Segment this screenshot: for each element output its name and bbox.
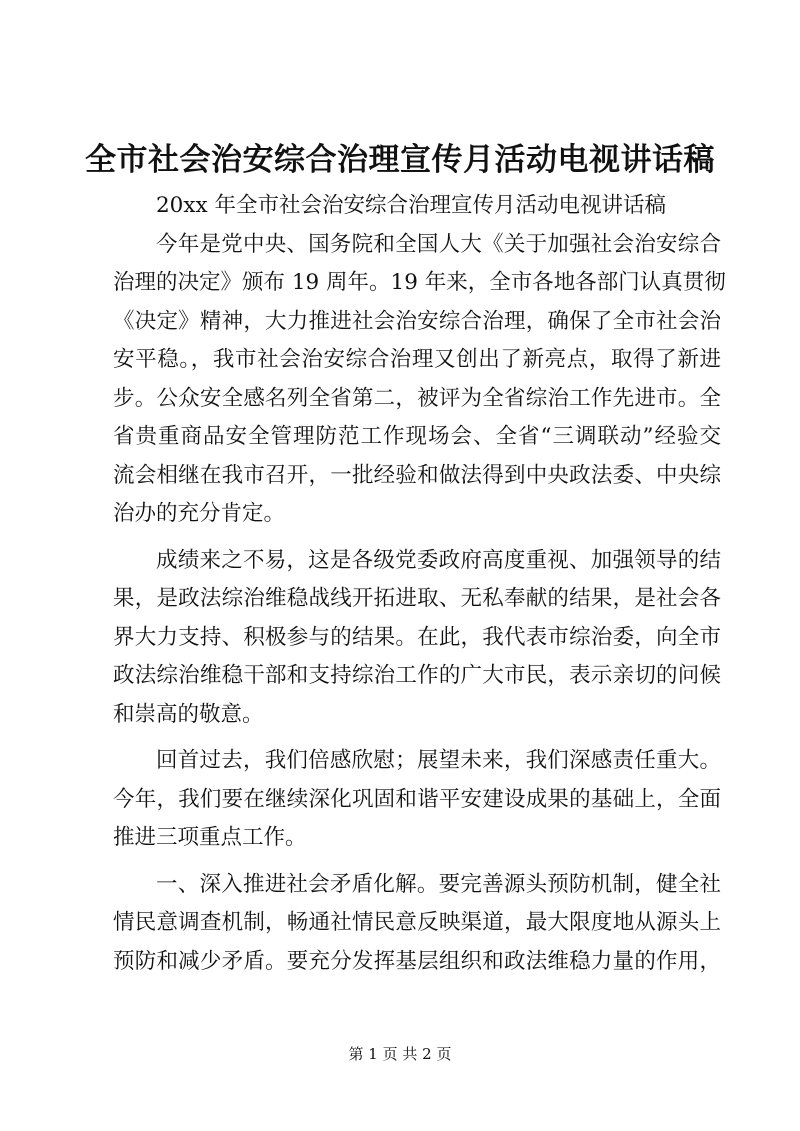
paragraph-line: 今年是党中央、国务院和全国人大《关于加强社会治安综合 (156, 231, 721, 257)
paragraph-line: 今年，我们要在继续深化巩固和谐平安建设成果的基础上，全面 (113, 786, 721, 812)
paragraph-1 (113, 226, 726, 534)
paragraph-line: 情民意调查机制，畅通社情民意反映渠道，最大限度地从源头上 (113, 910, 721, 935)
paragraph-line: 《决定》精神，大力推进社会治安综合治理，确保了全市社会治 (113, 308, 721, 334)
paragraph-line: 省贵重商品安全管理防范工作现场会、全省“三调联动”经验交 (113, 424, 721, 449)
paragraph-3 (113, 742, 721, 858)
paragraph-line: 步。公众安全感名列全省第二，被评为全省综治工作先进市。全 (113, 385, 721, 411)
page-footer: 第 1 页 共 2 页 (348, 1045, 452, 1063)
document-body (113, 187, 726, 981)
paragraph-4 (113, 866, 721, 982)
paragraph-line: 政法综治维稳干部和支持综治工作的广大市民，表示亲切的问候 (113, 663, 721, 688)
paragraph-line: 预防和减少矛盾。要充分发挥基层组织和政法维稳力量的作用， (113, 948, 721, 974)
paragraph-2 (113, 542, 721, 735)
paragraph-line: 推进三项重点工作。 (113, 825, 307, 850)
paragraph-line: 治理的决定》颁布 19 周年。19 年来，全市各地各部门认真贯彻 (113, 270, 726, 295)
paragraph-line: 安平稳。，我市社会治安综合治理又创出了新亮点，取得了新进 (113, 347, 721, 372)
paragraph-line: 一、深入推进社会矛盾化解。要完善源头预防机制，健全社 (156, 871, 721, 897)
paragraph-line: 流会相继在我市召开，一批经验和做法得到中央政法委、中央综 (113, 462, 721, 488)
paragraph-line: 成绩来之不易，这是各级党委政府高度重视、加强领导的结 (156, 547, 721, 573)
paragraph-line: 果，是政法综治维稳战线开拓进取、无私奉献的结果，是社会各 (113, 586, 721, 611)
document-title: 全市社会治安综合治理宣传月活动电视讲话稿 (85, 142, 715, 178)
paragraph-line: 治办的充分肯定。 (113, 501, 286, 526)
paragraph-line: 界大力支持、积极参与的结果。在此，我代表市综治委，向全市 (113, 624, 721, 650)
paragraph-line: 回首过去，我们倍感欣慰；展望未来，我们深感责任重大。 (156, 748, 721, 773)
paragraph-line: 和崇高的敬意。 (113, 701, 264, 727)
document-subtitle: 20xx 年全市社会治安综合治理宣传月活动电视讲话稿 (156, 193, 666, 218)
